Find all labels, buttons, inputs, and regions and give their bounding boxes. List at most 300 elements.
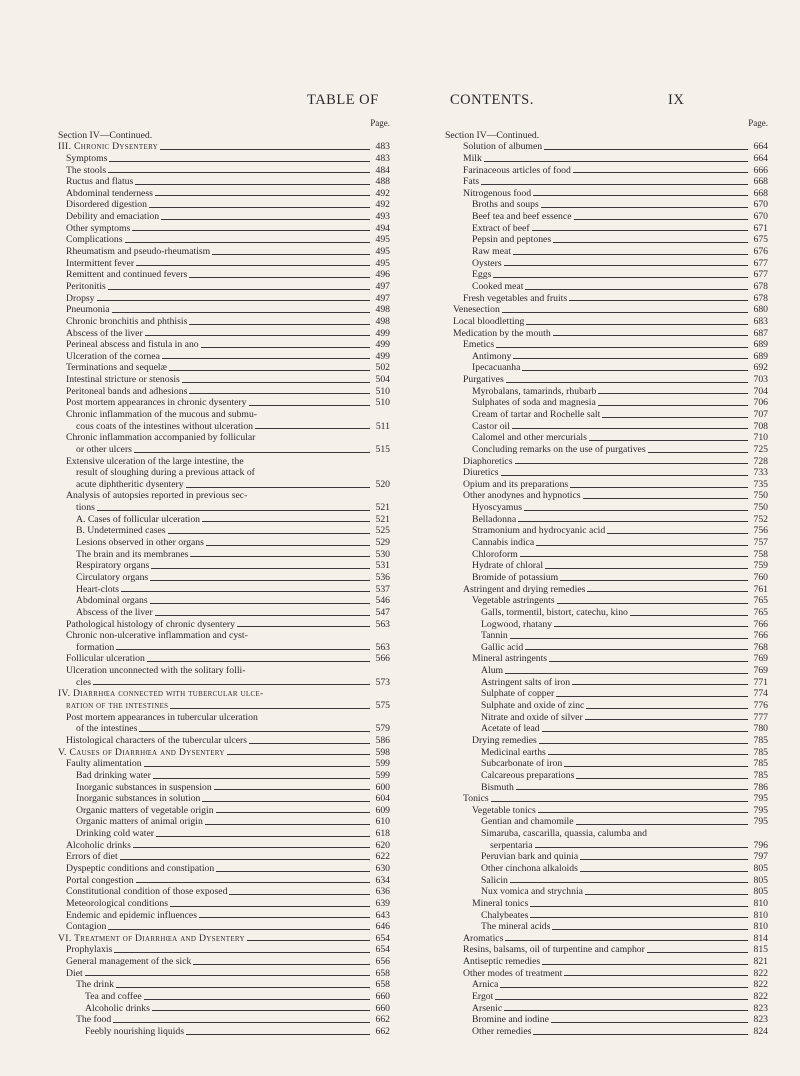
toc-right-column bbox=[445, 118, 768, 1038]
toc-entry-page: 600 bbox=[375, 781, 390, 793]
toc-entry bbox=[445, 525, 768, 537]
toc-entry-title: Fresh vegetables and fruits bbox=[463, 292, 568, 304]
toc-entry-title: Chronic inflammation accompanied by follicular bbox=[66, 432, 256, 444]
toc-entry bbox=[445, 153, 768, 165]
leader-dots bbox=[121, 591, 370, 592]
toc-entry bbox=[58, 549, 390, 561]
toc-entry-title: Pepsin and peptones bbox=[472, 234, 552, 246]
toc-entry-page: 750 bbox=[753, 502, 768, 514]
leader-dots bbox=[544, 149, 748, 150]
leader-dots bbox=[569, 300, 748, 301]
toc-entry-title: Respiratory organs bbox=[76, 560, 150, 572]
toc-entry-title: Tannin bbox=[481, 630, 508, 642]
toc-entry bbox=[445, 607, 768, 619]
toc-entry-page: 757 bbox=[753, 537, 768, 549]
toc-entry-page: 759 bbox=[753, 560, 768, 572]
leader-dots bbox=[516, 789, 748, 790]
toc-entry bbox=[445, 432, 768, 444]
toc-entry-title: Galls, tormentil, bistort, catechu, kino bbox=[481, 606, 628, 618]
toc-entry-title: The food bbox=[76, 1014, 112, 1026]
toc-entry-page: 656 bbox=[375, 956, 390, 968]
leader-dots bbox=[144, 766, 370, 767]
toc-entry-title: Raw meat bbox=[472, 246, 512, 258]
toc-entry-page: 756 bbox=[753, 525, 768, 537]
toc-entry-title: Follicular ulceration bbox=[66, 653, 145, 665]
toc-entry-title: Chloroform bbox=[472, 548, 518, 560]
toc-entry-title: Alcoholic drinks bbox=[85, 1002, 150, 1014]
toc-entry-title: Chalybeates bbox=[481, 909, 529, 921]
toc-entry-page: 525 bbox=[375, 525, 390, 537]
toc-entry-title: Salicin bbox=[481, 874, 508, 886]
toc-entry bbox=[58, 793, 390, 805]
toc-entry-title: Diaphoretics bbox=[463, 455, 513, 467]
toc-entry bbox=[58, 886, 390, 898]
toc-entry-title: Cannabis indica bbox=[472, 537, 535, 549]
toc-entry-page: 662 bbox=[375, 1014, 390, 1026]
toc-entry bbox=[58, 502, 390, 514]
toc-entry bbox=[58, 432, 390, 444]
toc-entry-title: Symptoms bbox=[66, 152, 108, 164]
toc-entry-title: Constitutional condition of those exposed bbox=[66, 886, 228, 898]
toc-entry-title: Concluding remarks on the use of purgatives bbox=[472, 443, 646, 455]
toc-entry bbox=[58, 176, 390, 188]
toc-entry-title: Post mortem appearances in chronic dysentery bbox=[66, 397, 247, 409]
toc-entry-page: 646 bbox=[375, 921, 390, 933]
leader-dots bbox=[560, 580, 748, 581]
toc-entry bbox=[445, 758, 768, 770]
toc-entry-title: Chronic inflammation of the mucous and submu- bbox=[66, 409, 258, 420]
toc-entry bbox=[58, 607, 390, 619]
toc-entry-page: 708 bbox=[753, 420, 768, 432]
toc-entry-page: 488 bbox=[375, 176, 390, 188]
leader-dots bbox=[510, 882, 748, 883]
toc-entry bbox=[58, 782, 390, 794]
toc-entry-title: Extensive ulceration of the large intestine, the bbox=[66, 455, 244, 467]
toc-entry-title: The brain and its membranes bbox=[76, 548, 189, 560]
toc-entry bbox=[58, 1014, 390, 1026]
toc-entry bbox=[445, 491, 768, 503]
toc-entry bbox=[58, 525, 390, 537]
leader-dots bbox=[541, 207, 748, 208]
toc-entry-page: 604 bbox=[375, 793, 390, 805]
toc-entry-title: Circulatory organs bbox=[76, 571, 149, 583]
leader-dots bbox=[607, 533, 748, 534]
toc-entry bbox=[58, 979, 390, 991]
toc-entry bbox=[445, 456, 768, 468]
leader-dots bbox=[201, 347, 370, 348]
toc-entry bbox=[445, 246, 768, 258]
toc-entry bbox=[445, 782, 768, 794]
toc-entry bbox=[58, 130, 390, 142]
leader-dots bbox=[109, 161, 370, 162]
toc-entry-title: Solution of albumen bbox=[463, 141, 543, 153]
toc-entry-title: Resins, balsams, oil of turpentine and camphor bbox=[463, 944, 645, 956]
toc-entry-page: 563 bbox=[375, 618, 390, 630]
toc-entry-page: 785 bbox=[753, 734, 768, 746]
page-column-label: Page. bbox=[370, 118, 390, 128]
toc-entry bbox=[58, 165, 390, 177]
toc-entry-page: 785 bbox=[753, 758, 768, 770]
toc-entry-title: Opium and its preparations bbox=[463, 478, 569, 490]
leader-dots bbox=[132, 230, 370, 231]
toc-entry-page: 664 bbox=[753, 152, 768, 164]
toc-entry-page: 498 bbox=[375, 304, 390, 316]
toc-entry-page: 521 bbox=[375, 513, 390, 525]
toc-entry-page: 785 bbox=[753, 746, 768, 758]
toc-entry bbox=[445, 141, 768, 153]
toc-entry-page: 750 bbox=[753, 490, 768, 502]
toc-entry bbox=[445, 328, 768, 340]
toc-entry-page: 511 bbox=[375, 420, 390, 432]
leader-dots bbox=[553, 242, 748, 243]
toc-entry-title: Endemic and epidemic influences bbox=[66, 909, 197, 921]
toc-entry bbox=[445, 805, 768, 817]
toc-entry bbox=[445, 316, 768, 328]
toc-entry-page: 609 bbox=[375, 804, 390, 816]
leader-dots bbox=[542, 964, 748, 965]
toc-entry-title: Ructus and flatus bbox=[66, 176, 134, 188]
toc-entry-page: 520 bbox=[375, 478, 390, 490]
toc-entry-title: Eggs bbox=[472, 269, 492, 281]
toc-entry-page: 704 bbox=[753, 385, 768, 397]
toc-entry bbox=[58, 758, 390, 770]
toc-entry bbox=[445, 851, 768, 863]
toc-entry-page: 618 bbox=[375, 828, 390, 840]
toc-entry bbox=[445, 514, 768, 526]
toc-entry bbox=[445, 619, 768, 631]
leader-dots bbox=[134, 452, 370, 453]
toc-entry bbox=[58, 374, 390, 386]
toc-entry bbox=[445, 199, 768, 211]
toc-entry-title: Extract of beef bbox=[472, 222, 530, 234]
leader-dots bbox=[585, 719, 748, 720]
toc-entry bbox=[58, 863, 390, 875]
toc-entry-page: 670 bbox=[753, 199, 768, 211]
toc-entry bbox=[445, 1026, 768, 1038]
toc-entry bbox=[58, 456, 390, 468]
toc-entry-page: 495 bbox=[375, 257, 390, 269]
header-right: CONTENTS. bbox=[450, 92, 534, 108]
toc-entry-title: Lesions observed in other organs bbox=[76, 537, 204, 549]
leader-dots bbox=[162, 358, 370, 359]
toc-entry bbox=[445, 747, 768, 759]
leader-dots bbox=[539, 743, 748, 744]
toc-entry bbox=[445, 828, 768, 840]
toc-entry-title: Abdominal tenderness bbox=[66, 187, 153, 199]
toc-entry bbox=[58, 770, 390, 782]
toc-entry-title: Antiseptic remedies bbox=[463, 956, 541, 968]
toc-entry bbox=[445, 630, 768, 642]
toc-entry-page: 599 bbox=[375, 758, 390, 770]
toc-entry-page: 765 bbox=[753, 595, 768, 607]
page-column-label: Page. bbox=[748, 118, 768, 128]
toc-entry-title: Complications bbox=[66, 234, 123, 246]
leader-dots bbox=[108, 929, 370, 930]
toc-entry bbox=[445, 875, 768, 887]
leader-dots bbox=[108, 172, 370, 173]
toc-entry-title: formation bbox=[76, 641, 115, 653]
toc-entry bbox=[58, 141, 390, 153]
leader-dots bbox=[193, 964, 370, 965]
toc-entry bbox=[58, 211, 390, 223]
leader-dots bbox=[481, 184, 748, 185]
leader-dots bbox=[513, 254, 748, 255]
toc-entry-title: Beef tea and beef essence bbox=[472, 211, 572, 223]
toc-entry-title: Simaruba, cascarilla, quassia, calumba and bbox=[481, 828, 647, 840]
toc-entry-title: Rheumatism and pseudo-rheumatism bbox=[66, 246, 211, 258]
toc-entry bbox=[58, 828, 390, 840]
toc-entry-page: 805 bbox=[753, 886, 768, 898]
toc-entry-page: 492 bbox=[375, 187, 390, 199]
toc-entry-title: Emetics bbox=[463, 339, 495, 351]
toc-entry bbox=[445, 933, 768, 945]
leader-dots bbox=[120, 859, 370, 860]
leader-dots bbox=[202, 801, 370, 802]
toc-entry-page: 586 bbox=[375, 734, 390, 746]
toc-entry-title: Analysis of autopsies reported in previous sec- bbox=[66, 490, 248, 502]
toc-entry-page: 761 bbox=[753, 583, 768, 595]
toc-entry-title: Peritonitis bbox=[66, 280, 106, 292]
leader-dots bbox=[587, 591, 748, 592]
toc-entry bbox=[58, 642, 390, 654]
toc-entry bbox=[445, 712, 768, 724]
toc-entry-title: Castor oil bbox=[472, 420, 510, 432]
toc-entry bbox=[445, 537, 768, 549]
toc-entry bbox=[445, 502, 768, 514]
toc-entry bbox=[445, 211, 768, 223]
toc-entry bbox=[58, 700, 390, 712]
toc-entry-page: 668 bbox=[753, 187, 768, 199]
leader-dots bbox=[522, 370, 748, 371]
toc-entry-title: Hyoscyamus bbox=[472, 502, 523, 514]
toc-entry-page: 805 bbox=[753, 874, 768, 886]
leader-dots bbox=[505, 940, 748, 941]
leader-dots bbox=[116, 649, 370, 650]
toc-entry bbox=[58, 910, 390, 922]
toc-entry bbox=[58, 293, 390, 305]
leader-dots bbox=[136, 265, 370, 266]
toc-entry bbox=[445, 409, 768, 421]
toc-entry bbox=[58, 351, 390, 363]
toc-entry-title: Nux vomica and strychnia bbox=[481, 886, 583, 898]
leader-dots bbox=[576, 824, 748, 825]
toc-entry-page: 498 bbox=[375, 315, 390, 327]
toc-entry-title: Broths and soups bbox=[472, 199, 539, 211]
toc-entry-page: 495 bbox=[375, 246, 390, 258]
toc-entry-page: 536 bbox=[375, 571, 390, 583]
toc-entry-page: 678 bbox=[753, 280, 768, 292]
toc-entry-title: Sulphates of soda and magnesia bbox=[472, 397, 596, 409]
toc-entry-title: Belladonna bbox=[472, 513, 517, 525]
toc-entry bbox=[445, 595, 768, 607]
leader-dots bbox=[501, 475, 748, 476]
toc-entry bbox=[58, 956, 390, 968]
leader-dots bbox=[169, 370, 370, 371]
toc-entry bbox=[445, 421, 768, 433]
toc-left-column bbox=[58, 118, 390, 1038]
leader-dots bbox=[564, 975, 748, 976]
toc-entry bbox=[58, 421, 390, 433]
toc-entry-page: 654 bbox=[375, 932, 390, 944]
toc-entry-page: 824 bbox=[753, 1025, 768, 1037]
leader-dots bbox=[549, 661, 748, 662]
toc-entry-title: Farinaceous articles of food bbox=[463, 164, 571, 176]
toc-entry-title: Mineral tonics bbox=[472, 897, 529, 909]
toc-entry bbox=[445, 642, 768, 654]
leader-dots bbox=[580, 859, 748, 860]
toc-entry bbox=[58, 246, 390, 258]
toc-entry-title: Peritoneal bands and adhesions bbox=[66, 385, 188, 397]
toc-entry-page: 499 bbox=[375, 327, 390, 339]
toc-entry-title: Astringent and drying remedies bbox=[463, 583, 586, 595]
toc-entry-title: Portal congestion bbox=[66, 874, 134, 886]
toc-entry-title: Pneumonia bbox=[66, 304, 110, 316]
toc-entry-page: 660 bbox=[375, 1002, 390, 1014]
toc-entry-page: 676 bbox=[753, 246, 768, 258]
toc-entry-title: result of sloughing during a previous attack of bbox=[76, 467, 255, 479]
leader-dots bbox=[538, 812, 748, 813]
toc-entry-page: 780 bbox=[753, 723, 768, 735]
toc-entry-title: Other modes of treatment bbox=[463, 967, 563, 979]
toc-entry-title: Sulphate of copper bbox=[481, 688, 555, 700]
toc-entry-title: Diuretics bbox=[463, 467, 499, 479]
toc-entry bbox=[58, 188, 390, 200]
leader-dots bbox=[533, 1034, 748, 1035]
toc-entry-page: 796 bbox=[753, 839, 768, 851]
toc-entry-title: Dyspeptic conditions and constipation bbox=[66, 862, 215, 874]
toc-entry bbox=[58, 281, 390, 293]
toc-entry-page: 531 bbox=[375, 560, 390, 572]
toc-entry-page: 766 bbox=[753, 630, 768, 642]
toc-entry bbox=[58, 677, 390, 689]
toc-entry-page: 492 bbox=[375, 199, 390, 211]
leader-dots bbox=[199, 917, 370, 918]
leader-dots bbox=[536, 545, 748, 546]
toc-entry-title: The drink bbox=[76, 979, 114, 991]
leader-dots bbox=[212, 254, 370, 255]
leader-dots bbox=[548, 754, 748, 755]
toc-entry-title: Feebly nourishing liquids bbox=[85, 1025, 185, 1037]
toc-entry-page: 573 bbox=[375, 676, 390, 688]
toc-entry-page: 510 bbox=[375, 397, 390, 409]
toc-entry-title: Dropsy bbox=[66, 292, 95, 304]
leader-dots bbox=[493, 277, 748, 278]
toc-entry-page: 537 bbox=[375, 583, 390, 595]
leader-dots bbox=[513, 358, 748, 359]
leader-dots bbox=[93, 684, 370, 685]
toc-entry bbox=[445, 956, 768, 968]
toc-entry-title: Abscess of the liver bbox=[76, 606, 153, 618]
toc-entry-page: 494 bbox=[375, 222, 390, 234]
toc-entry-page: 822 bbox=[753, 967, 768, 979]
toc-entry-page: 760 bbox=[753, 571, 768, 583]
toc-entry-page: 752 bbox=[753, 513, 768, 525]
toc-entry-title: serpentaria bbox=[490, 839, 533, 851]
toc-entry bbox=[58, 537, 390, 549]
toc-entry-title: Abscess of the liver bbox=[66, 327, 143, 339]
toc-entry bbox=[58, 339, 390, 351]
toc-entry-page: 677 bbox=[753, 257, 768, 269]
leader-dots bbox=[530, 917, 748, 918]
leader-dots bbox=[598, 405, 748, 406]
toc-entry-title: Other cinchona alkaloids bbox=[481, 862, 578, 874]
leader-dots bbox=[150, 580, 370, 581]
leader-dots bbox=[186, 1034, 370, 1035]
toc-entry bbox=[445, 176, 768, 188]
toc-entry bbox=[58, 491, 390, 503]
toc-entry-title: Inorganic substances in solution bbox=[76, 793, 201, 805]
toc-entry-page: 776 bbox=[753, 700, 768, 712]
toc-entry bbox=[445, 584, 768, 596]
toc-entry-page: 495 bbox=[375, 234, 390, 246]
toc-entry-title: Other symptoms bbox=[66, 222, 131, 234]
leader-dots bbox=[152, 1010, 370, 1011]
leader-dots bbox=[647, 952, 748, 953]
leader-dots bbox=[170, 708, 370, 709]
toc-entry-page: 786 bbox=[753, 781, 768, 793]
toc-entry-title: Calcareous preparations bbox=[481, 769, 575, 781]
toc-entry-page: 765 bbox=[753, 606, 768, 618]
toc-entry bbox=[58, 851, 390, 863]
toc-entry-title: Debility and emaciation bbox=[66, 211, 160, 223]
leader-dots bbox=[247, 940, 370, 941]
leader-dots bbox=[553, 335, 748, 336]
toc-entry-page: 639 bbox=[375, 897, 390, 909]
toc-entry-page: 484 bbox=[375, 164, 390, 176]
toc-entry-page: 795 bbox=[753, 793, 768, 805]
toc-entry-title: Intermittent fever bbox=[66, 257, 135, 269]
leader-dots bbox=[249, 405, 370, 406]
toc-entry bbox=[58, 968, 390, 980]
toc-entry-title: Tonics bbox=[463, 793, 489, 805]
toc-entry-title: Medicinal earths bbox=[481, 746, 546, 758]
toc-entry-title: ration of the intestines bbox=[66, 700, 169, 712]
header-left: TABLE OF bbox=[307, 92, 379, 108]
toc-entry bbox=[58, 397, 390, 409]
toc-entry bbox=[58, 898, 390, 910]
toc-entry-title: Peruvian bark and quinia bbox=[481, 851, 579, 863]
leader-dots bbox=[583, 498, 748, 499]
toc-entry bbox=[445, 304, 768, 316]
toc-entry-title: Ergot bbox=[472, 991, 494, 1003]
toc-entry-title: Heart-clots bbox=[76, 583, 120, 595]
leader-dots bbox=[229, 894, 370, 895]
leader-dots bbox=[190, 556, 370, 557]
leader-dots bbox=[533, 195, 748, 196]
toc-entry bbox=[445, 549, 768, 561]
toc-entry-title: Local bloodletting bbox=[453, 315, 525, 327]
toc-entry-page: 515 bbox=[375, 443, 390, 455]
toc-entry bbox=[445, 770, 768, 782]
leader-dots bbox=[525, 649, 748, 650]
toc-entry bbox=[58, 653, 390, 665]
leader-dots bbox=[551, 1022, 748, 1023]
toc-entry-title: Section IV—Continued. bbox=[58, 129, 153, 141]
leader-dots bbox=[573, 172, 748, 173]
leader-dots bbox=[630, 615, 748, 616]
toc-entry-page: 769 bbox=[753, 653, 768, 665]
leader-dots bbox=[112, 312, 370, 313]
toc-entry bbox=[445, 665, 768, 677]
toc-entry-title: Diet bbox=[66, 967, 83, 979]
toc-entry-title: Gentian and chamomile bbox=[481, 816, 574, 828]
leader-dots bbox=[557, 603, 748, 604]
toc-entry-title: Tea and coffee bbox=[85, 991, 142, 1003]
toc-entry-page: 497 bbox=[375, 280, 390, 292]
toc-entry-title: Other anodynes and hypnotics bbox=[463, 490, 581, 502]
toc-entry-page: 636 bbox=[375, 886, 390, 898]
toc-entry-title: Histological characters of the tubercular ulcers bbox=[66, 734, 248, 746]
